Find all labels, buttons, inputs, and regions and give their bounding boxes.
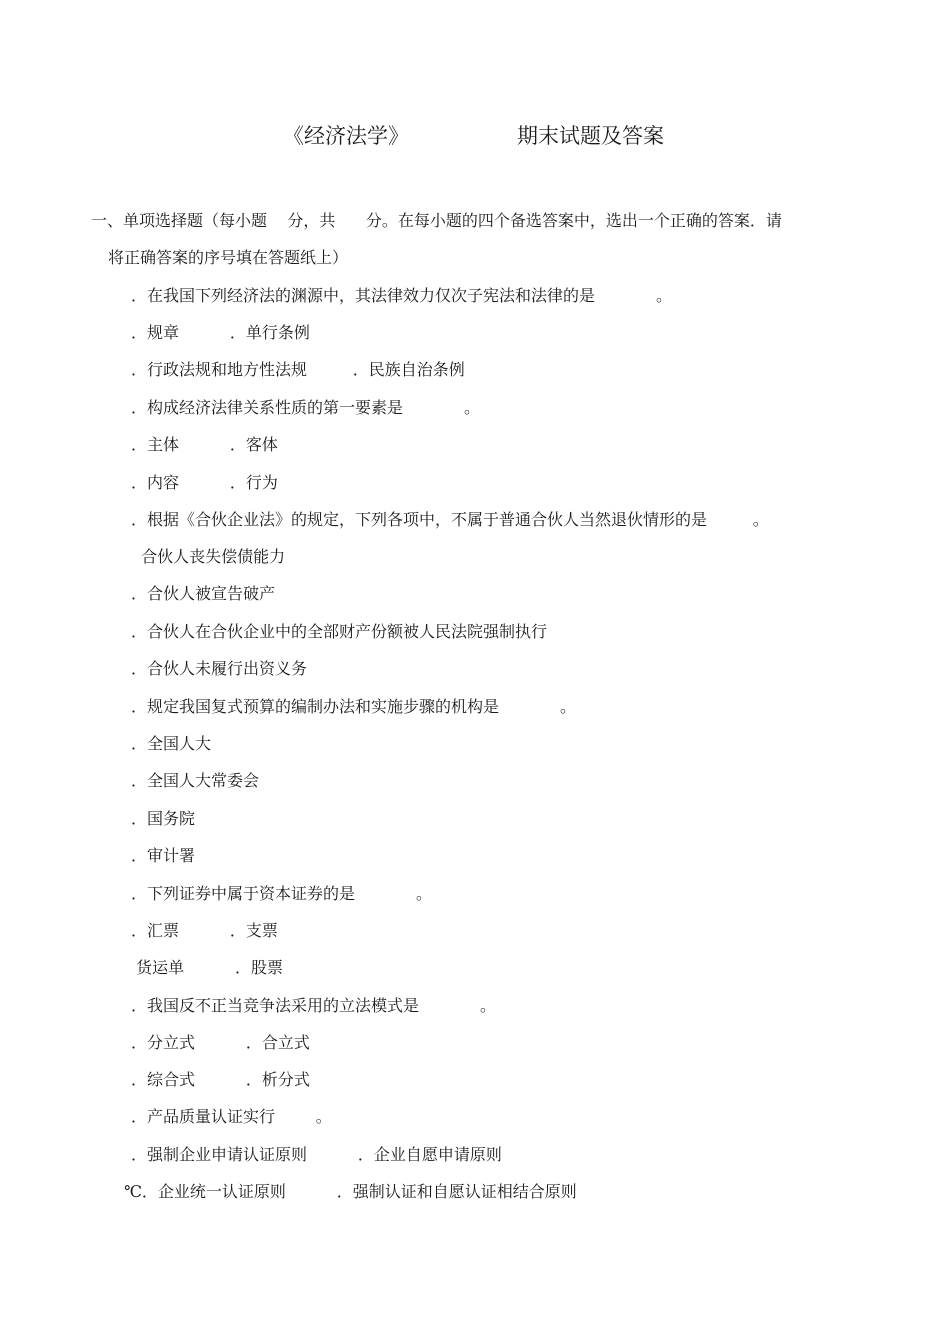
option-line: ．分立式 ．合立式 [131,1033,310,1052]
option-line: ．汇票 ．支票 [131,921,278,940]
question-line: ．下列证券中属于资本证券的是 。 [131,884,433,903]
title-subtitle: 期末试题及答案 [517,124,664,148]
option-line: ．审计署 [131,846,196,865]
question-line: ．产品质量认证实行 。 [131,1107,332,1126]
option-line: ℃．企业统一认证原则 ．强制认证和自愿认证相结合原则 [124,1182,577,1201]
option-line: ．内容 ．行为 [131,473,278,492]
option-line: ．强制企业申请认证原则 ．企业自愿申请原则 [131,1145,502,1164]
option-line: 货运单 ．股票 [131,958,283,977]
section-heading: 一、单项选择题（每小题 分，共 分。在每小题的四个备选答案中，选出一个正确的答案．请 [91,211,782,230]
option-line: ．全国人大 [131,734,212,753]
option-line: ．综合式 ．析分式 [131,1070,310,1089]
option-line: ．主体 ．客体 [131,435,278,454]
option-line: ．行政法规和地方性法规 ．民族自治条例 [131,360,465,379]
section-heading-continued: 将正确答案的序号填在答题纸上） [108,248,349,267]
question-line: ．在我国下列经济法的渊源中，其法律效力仅次子宪法和法律的是 。 [131,286,673,305]
question-line: ．我国反不正当竞争法采用的立法模式是 。 [131,996,497,1015]
option-line: ．合伙人被宣告破产 [131,584,276,603]
option-line: ．合伙人在合伙企业中的全部财产份额被人民法院强制执行 [131,622,548,641]
question-line: ．构成经济法律关系性质的第一要素是 。 [131,398,481,417]
option-line: ．合伙人未履行出资义务 [131,659,308,678]
title-course: 《经济法学》 [283,124,409,148]
option-line: 合伙人丧失偿债能力 [131,547,286,566]
question-line: ．规定我国复式预算的编制办法和实施步骤的机构是 。 [131,697,577,716]
question-line: ．根据《合伙企业法》的规定，下列各项中，不属于普通合伙人当然退伙情形的是 。 [131,510,769,529]
option-line: ．规章 ．单行条例 [131,323,310,342]
option-line: ．全国人大常委会 [131,771,260,790]
option-line: ．国务院 [131,809,196,828]
